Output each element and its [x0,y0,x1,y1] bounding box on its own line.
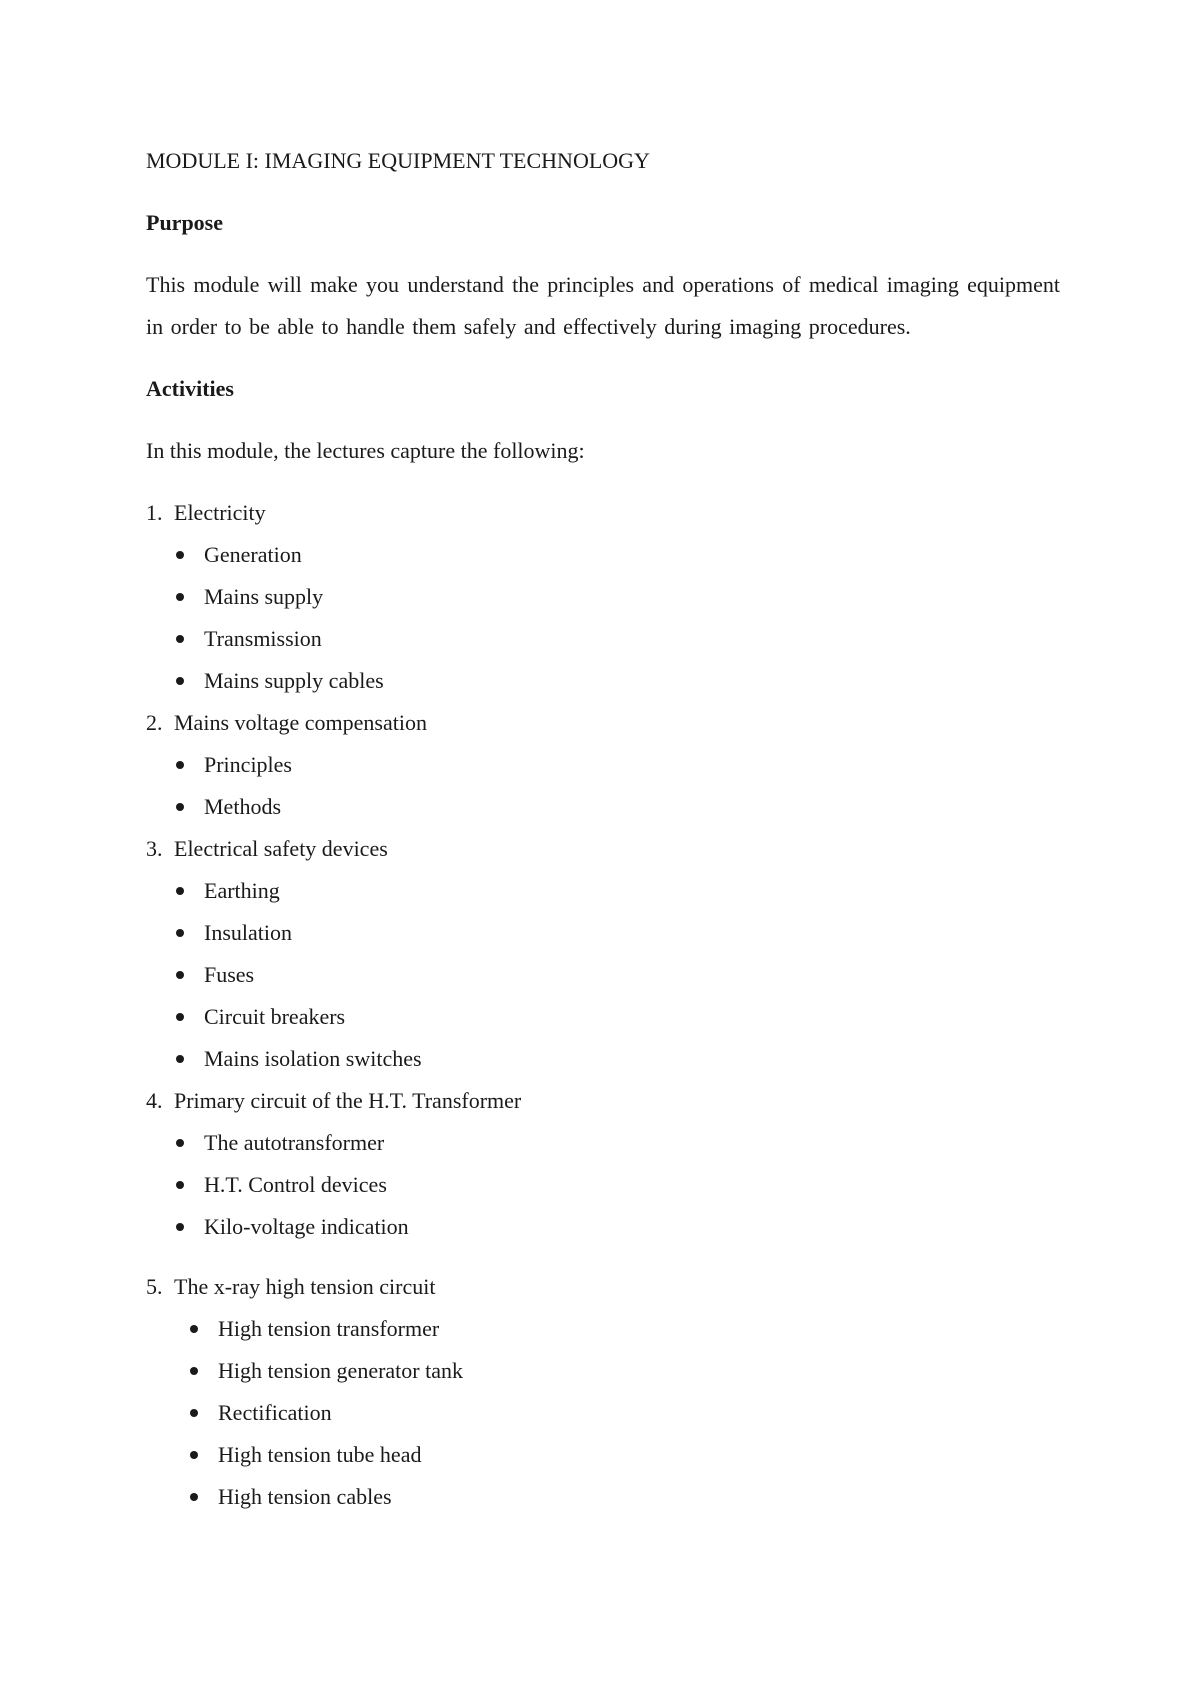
subtopic-item: Circuit breakers [146,996,1060,1038]
subtopic-item: High tension generator tank [146,1350,1060,1392]
subtopic-item: Kilo-voltage indication [146,1206,1060,1248]
subtopic-list [146,744,1060,828]
subtopic-item: Generation [146,534,1060,576]
subtopic-item: Mains supply cables [146,660,1060,702]
topic-label: Electrical safety devices [174,836,388,861]
subtopic-item: H.T. Control devices [146,1164,1060,1206]
subtopic-item: Principles [146,744,1060,786]
subtopic-item: Mains supply [146,576,1060,618]
subtopic-item: Methods [146,786,1060,828]
purpose-heading: Purpose [146,210,223,235]
topic-label: Primary circuit of the H.T. Transformer [174,1088,522,1113]
topic-title [146,702,1060,744]
document-content [146,140,1060,1518]
activities-heading: Activities [146,376,234,401]
topic-title [146,828,1060,870]
topic-number: 3. [146,836,163,861]
topic-item [146,702,1060,828]
subtopic-item: High tension transformer [146,1308,1060,1350]
topic-label: The x-ray high tension circuit [174,1274,436,1299]
topic-title [146,492,1060,534]
purpose-paragraph: This module will make you understand the principles and operations of medical imaging equipment in order to be able to handle them safely and effectively during imaging procedures. [146,272,1060,339]
topic-item [146,1266,1060,1518]
topic-label: Mains voltage compensation [174,710,427,735]
topic-list [146,492,1060,1518]
subtopic-list [146,1122,1060,1248]
topic-number: 5. [146,1274,163,1299]
topic-title [146,1266,1060,1308]
subtopic-item: Rectification [146,1392,1060,1434]
subtopic-item: High tension tube head [146,1434,1060,1476]
subtopic-item: Fuses [146,954,1060,996]
subtopic-list [146,534,1060,702]
subtopic-item: Earthing [146,870,1060,912]
module-title: MODULE I: IMAGING EQUIPMENT TECHNOLOGY [146,148,650,173]
subtopic-item: Transmission [146,618,1060,660]
topic-number: 4. [146,1088,163,1113]
subtopic-item: Mains isolation switches [146,1038,1060,1080]
subtopic-item: The autotransformer [146,1122,1060,1164]
subtopic-list [146,1308,1060,1518]
activities-intro: In this module, the lectures capture the following: [146,438,585,463]
topic-item [146,492,1060,702]
topic-number: 1. [146,500,163,525]
topic-item [146,1080,1060,1248]
subtopic-list [146,870,1060,1080]
subtopic-item: Insulation [146,912,1060,954]
subtopic-item: High tension cables [146,1476,1060,1518]
topic-item [146,828,1060,1080]
topic-label: Electricity [174,500,266,525]
topic-title [146,1080,1060,1122]
topic-number: 2. [146,710,163,735]
